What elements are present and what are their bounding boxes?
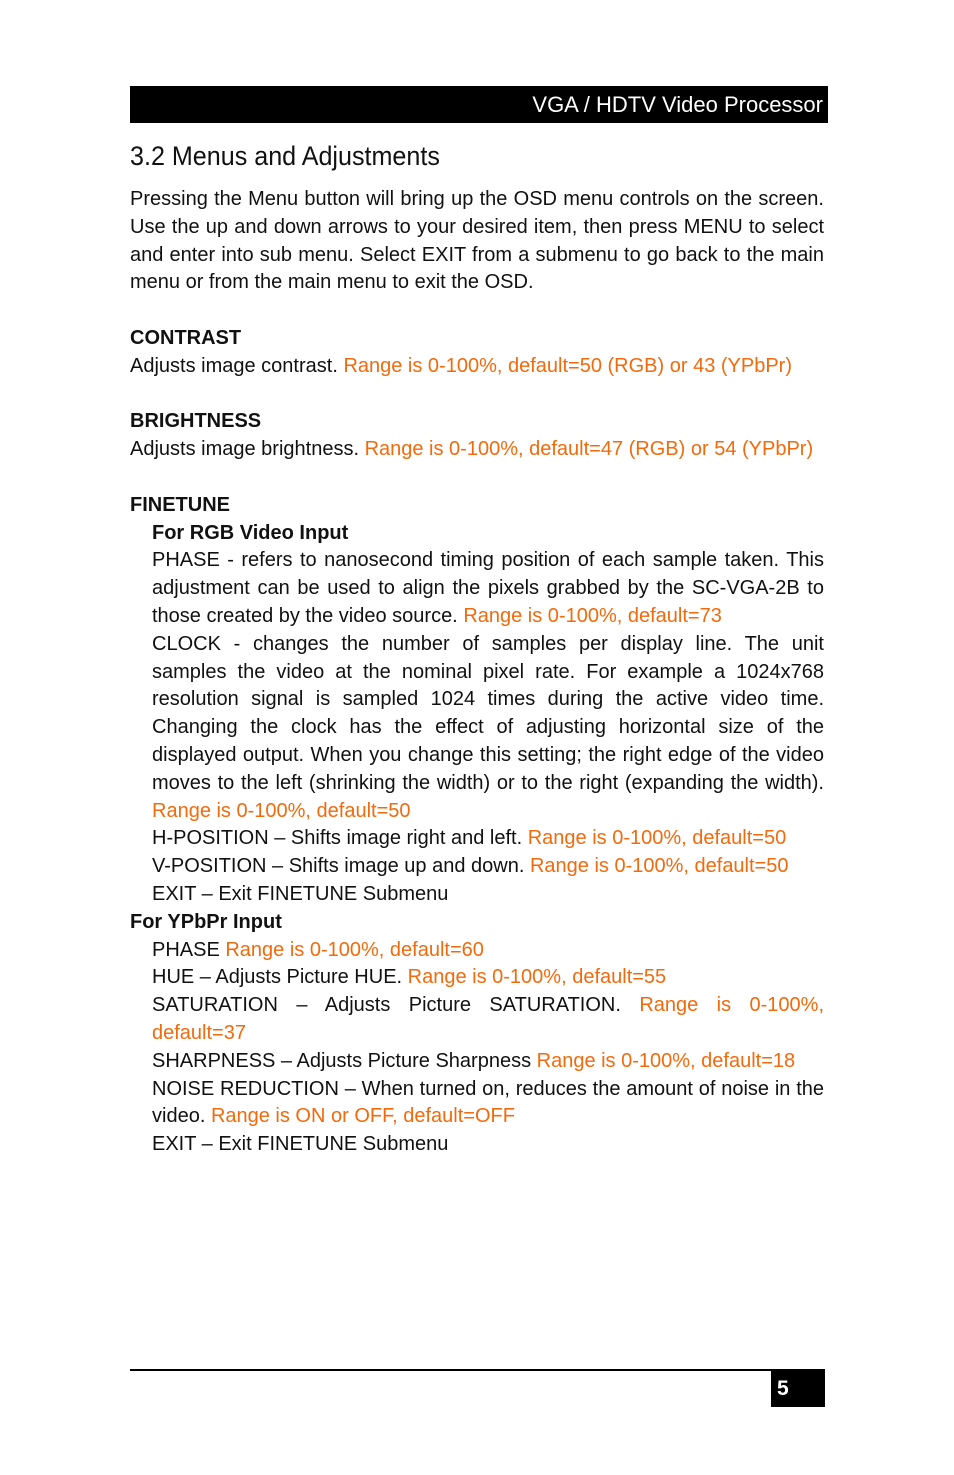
header-bar — [130, 86, 828, 123]
ypbpr-input-heading: For YPbPr Input — [130, 910, 282, 933]
rgb-phase-range: Range is 0-100%, default=73 — [463, 604, 722, 627]
contrast-description — [130, 353, 824, 381]
rgb-input-heading: For RGB Video Input — [152, 521, 349, 544]
rgb-clock-item — [152, 631, 824, 826]
ypbpr-noise-text: NOISE REDUCTION – When turned on, reduces the amount of noise in the video. — [152, 1077, 824, 1128]
rgb-hposition-item — [152, 825, 824, 853]
finetune-block — [130, 492, 824, 1159]
finetune-heading: FINETUNE — [130, 493, 230, 516]
ypbpr-saturation-item — [152, 992, 824, 1048]
rgb-vposition-text: V-POSITION – Shifts image up and down. — [152, 855, 530, 878]
rgb-items — [130, 547, 824, 908]
intro-paragraph: Pressing the Menu button will bring up the OSD menu controls on the screen. Use the up and down arrows to your desired item, then press MENU to select and enter into sub menu. Select EXIT from a submenu to go back to the main menu or from the main menu to exit the OSD. — [130, 188, 824, 294]
brightness-text: Adjusts image brightness. — [130, 438, 365, 461]
ypbpr-saturation-range: Range is 0-100%, default=37 — [152, 994, 825, 1044]
ypbpr-hue-text: HUE – Adjusts Picture HUE. — [152, 966, 408, 989]
ypbpr-noise-item — [152, 1076, 824, 1132]
rgb-clock-text: CLOCK - changes the number of samples per display line. The unit samples the video at the nominal pixel rate. For example a 1024x768 resolution signal is sampled 1024 times during the active video time. Changing the clock has the effect of adjusting horizontal size of the displayed output. When you change this setting; the right edge of the video moves to the left (shrinking the width) or to the right (expanding the width). — [152, 632, 824, 794]
rgb-clock-range: Range is 0-100%, default=50 — [152, 799, 411, 822]
ypbpr-phase-text: PHASE — [152, 938, 226, 961]
ypbpr-items — [130, 937, 824, 1159]
contrast-heading: CONTRAST — [130, 326, 242, 349]
rgb-phase-item — [152, 547, 824, 630]
ypbpr-exit-item: EXIT – Exit FINETUNE Submenu — [152, 1133, 449, 1156]
ypbpr-saturation-text: SATURATION – Adjusts Picture SATURATION. — [152, 994, 640, 1017]
brightness-description — [130, 436, 824, 464]
contrast-block — [130, 325, 824, 381]
brightness-range: Range is 0-100%, default=47 (RGB) or 54 (YPbPr) — [364, 438, 814, 461]
section-title: 3.2 Menus and Adjustments — [130, 141, 440, 171]
header-title: VGA / HDTV Video Processor — [532, 92, 823, 117]
ypbpr-sharpness-range: Range is 0-100%, default=18 — [536, 1049, 796, 1072]
rgb-vposition-item — [152, 853, 824, 881]
rgb-hposition-range: Range is 0-100%, default=50 — [527, 827, 787, 850]
ypbpr-phase-item — [152, 937, 824, 965]
content — [130, 186, 824, 1159]
rgb-phase-text: PHASE - refers to nanosecond timing position of each sample taken. This adjustment can be used to align the pixels grabbed by the SC-VGA-2B to those created by the video source. — [152, 549, 824, 627]
contrast-range: Range is 0-100%, default=50 (RGB) or 43 (YPbPr) — [343, 354, 792, 377]
rgb-hposition-text: H-POSITION – Shifts image right and left. — [152, 827, 528, 850]
ypbpr-sharpness-text: SHARPNESS – Adjusts Picture Sharpness — [152, 1049, 537, 1072]
brightness-block — [130, 408, 824, 464]
contrast-text: Adjusts image contrast. — [130, 354, 344, 377]
rgb-exit-item: EXIT – Exit FINETUNE Submenu — [152, 882, 449, 905]
ypbpr-noise-range: Range is ON or OFF, default=OFF — [210, 1105, 515, 1128]
page-number: 5 — [771, 1371, 825, 1407]
ypbpr-sharpness-item — [152, 1048, 824, 1076]
brightness-heading: BRIGHTNESS — [130, 410, 262, 433]
footer-rule — [130, 1369, 825, 1371]
ypbpr-hue-range: Range is 0-100%, default=55 — [407, 966, 667, 989]
ypbpr-hue-item — [152, 964, 824, 992]
rgb-vposition-range: Range is 0-100%, default=50 — [529, 855, 789, 878]
ypbpr-phase-range: Range is 0-100%, default=60 — [225, 938, 484, 961]
